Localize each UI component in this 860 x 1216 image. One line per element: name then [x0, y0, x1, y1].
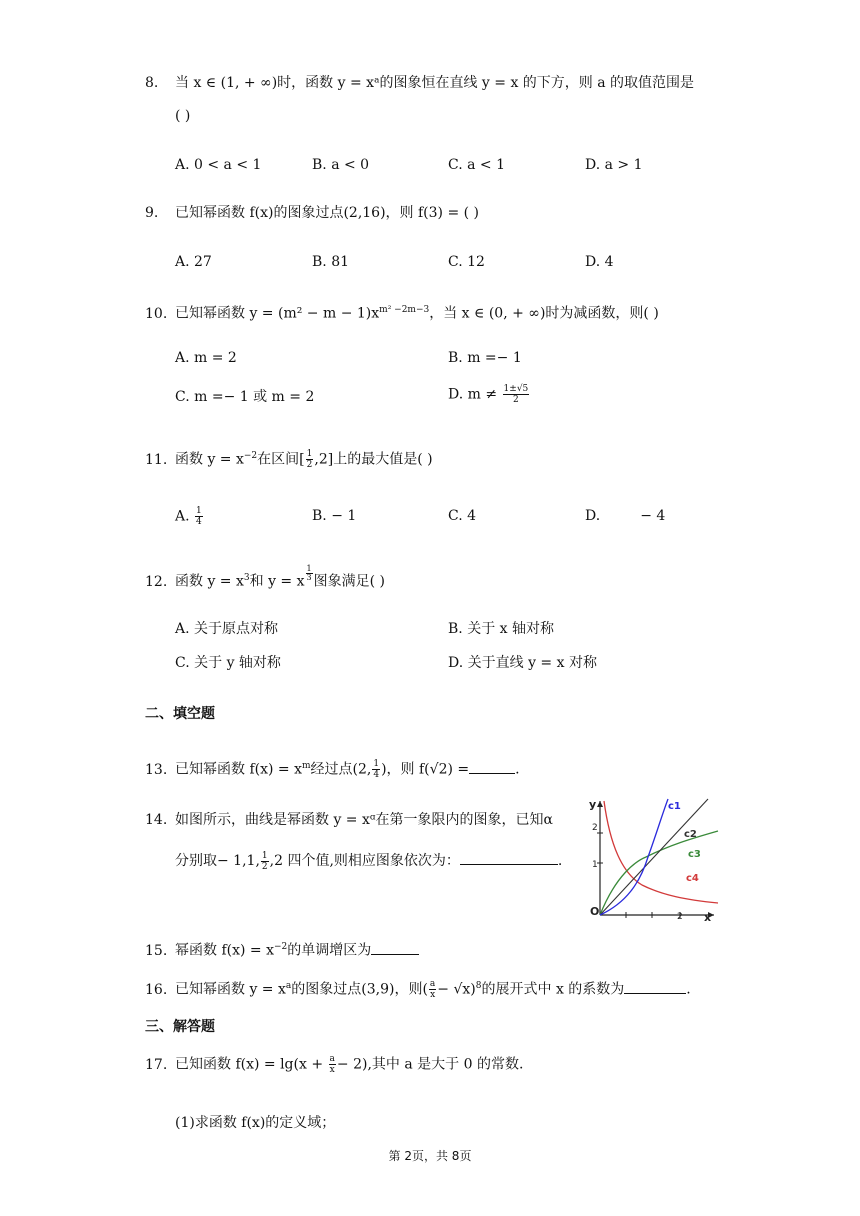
- q11-option-c: C. 4: [448, 508, 477, 524]
- q9-stem-text: 已知幂函数 f(x)的图象过点(2,16)，则 f(3) = ( ): [175, 205, 480, 221]
- curve-label-c2: c2: [684, 829, 697, 840]
- curve-c3: [600, 831, 718, 915]
- y-axis-arrow: [597, 801, 603, 807]
- q14-answer-blank[interactable]: [460, 850, 558, 865]
- q14-stem-line2: [175, 850, 562, 872]
- q17-sub1: (1)求函数 f(x)的定义域；: [175, 1115, 336, 1131]
- q13-stem-c: )，则 f(√2) =: [381, 761, 470, 778]
- q16-exponent-2: 8: [475, 981, 482, 991]
- q11-option-a: [175, 506, 204, 527]
- q9-option-b: B. 81: [312, 254, 350, 270]
- q17-stem-b: − 2),其中 a 是大于 0 的常数.: [336, 1056, 524, 1073]
- q12-exponent-1: 3: [243, 573, 250, 583]
- fraction-numerator: 1: [261, 850, 268, 861]
- q11-option-d: D. − 4: [585, 508, 666, 524]
- q13-exponent: m: [301, 761, 311, 771]
- q13-stem: [145, 756, 520, 780]
- q10-option-c: C. m =− 1 或 m = 2: [175, 389, 315, 405]
- q12-stem: [145, 565, 385, 592]
- q13-stem-a: 已知幂函数 f(x) = x: [175, 761, 302, 778]
- q11-exponent: −2: [243, 451, 258, 461]
- q11-option-a-label: A.: [175, 508, 195, 525]
- q8-option-b: B. a < 0: [312, 157, 370, 173]
- fraction-numerator: 1: [306, 449, 313, 460]
- q10-option-b: B. m =− 1: [448, 350, 522, 366]
- q13-answer-blank[interactable]: [469, 759, 515, 774]
- q15-exponent: −2: [273, 942, 288, 952]
- q15-answer-blank[interactable]: [371, 940, 419, 955]
- q14-stem-line1: [145, 810, 553, 830]
- q8-option-c: C. a < 1: [448, 157, 505, 173]
- curve-c4: [604, 801, 718, 903]
- q11-fraction: [306, 449, 314, 470]
- fraction-numerator: 1: [306, 564, 312, 573]
- q8-stem: [145, 73, 694, 93]
- q10-stem: [145, 300, 659, 324]
- q9-option-a: A. 27: [175, 254, 212, 270]
- q14-line1-text: 如图所示，曲线是幂函数 y = xᵅ在第一象限内的图象，已知α: [175, 812, 553, 828]
- curve-label-c3: c3: [688, 849, 701, 860]
- q16-stem-b: 的图象过点(3,9)，则(: [291, 981, 428, 998]
- figure-x-label: x: [704, 911, 712, 923]
- q16-exponent: a: [285, 981, 292, 991]
- figure-x-tick-2-label: 2: [677, 912, 683, 922]
- q11-stem-c: ,2]上的最大值是( ): [314, 451, 433, 468]
- q11-stem-b: 在区间[: [257, 451, 305, 468]
- q12-option-d: D. 关于直线 y = x 对称: [448, 655, 597, 671]
- figure-y-tick-2-label: 2: [592, 823, 598, 833]
- q12-option-c: C. 关于 y 轴对称: [175, 655, 281, 671]
- q8-option-d: D. a > 1: [585, 157, 643, 173]
- q12-option-b: B. 关于 x 轴对称: [448, 621, 554, 637]
- q12-stem-a: 函数 y = x: [175, 573, 244, 590]
- q15-stem-a: 幂函数 f(x) = x: [175, 942, 274, 959]
- q8-option-a: A. 0 < a < 1: [175, 157, 262, 173]
- q10-option-a: A. m = 2: [175, 350, 237, 366]
- fraction-denominator: 4: [196, 517, 202, 527]
- fraction-denominator: 2: [261, 861, 268, 872]
- q15-number: 15.: [145, 942, 168, 959]
- fraction-denominator: 3: [306, 573, 312, 582]
- q8-stem-line2: ( ): [175, 108, 191, 124]
- q13-number: 13.: [145, 761, 168, 778]
- q12-option-a: A. 关于原点对称: [175, 621, 279, 637]
- q16-stem: [145, 976, 691, 1000]
- q16-stem-a: 已知幂函数 y = x: [175, 981, 286, 998]
- q10-number: 10.: [145, 305, 168, 322]
- q11-option-a-fraction: [195, 506, 203, 527]
- q12-number: 12.: [145, 573, 168, 590]
- q13-stem-b: 经过点(2,: [310, 761, 372, 778]
- q10-stem-b: ，当 x ∈ (0, + ∞)时为减函数，则( ): [429, 305, 659, 322]
- fraction-numerator: 1: [373, 759, 380, 770]
- fraction-denominator: x: [329, 1065, 335, 1075]
- q10-stem-a: 已知幂函数 y = (m² − m − 1)x: [175, 305, 380, 322]
- q13-fraction: [372, 759, 380, 780]
- fraction-numerator: a: [329, 1054, 335, 1064]
- figure-origin-label: O: [590, 905, 600, 918]
- q13-stem-d: .: [515, 761, 520, 778]
- fraction-denominator: x: [430, 990, 436, 1001]
- q14-number: 14.: [145, 812, 168, 828]
- q16-answer-blank[interactable]: [624, 979, 686, 994]
- section-solve-title: 三、解答题: [145, 1019, 215, 1035]
- fraction-denominator: 2: [306, 460, 313, 471]
- fraction-numerator: 1: [196, 506, 202, 516]
- q15-stem: [145, 937, 419, 961]
- curve-c1: [600, 799, 668, 915]
- q8-number: 8.: [145, 75, 159, 91]
- fraction-denominator: 4: [373, 770, 380, 781]
- q17-stem-a: 已知函数 f(x) = lg(x +: [175, 1056, 328, 1073]
- q10-option-d-fraction: [503, 384, 530, 405]
- q14-power-function-figure: [586, 795, 720, 923]
- q16-stem-c: − √x): [437, 981, 476, 998]
- q17-fraction: [329, 1054, 336, 1075]
- q16-stem-e: .: [686, 981, 691, 998]
- q9-option-d: D. 4: [585, 254, 614, 270]
- figure-y-tick-1-label: 1: [592, 860, 598, 870]
- figure-y-label: y: [589, 798, 597, 811]
- section-fill-in-title: 二、填空题: [145, 706, 215, 722]
- q8-stem-line1: 当 x ∈ (1, + ∞)时，函数 y = xᵃ的图象恒在直线 y = x 的下方，则 a 的取值范围是: [175, 75, 695, 91]
- q17-stem: [145, 1054, 523, 1075]
- page-footer: 第 2页，共 8页: [388, 1149, 472, 1163]
- q10-option-d-text: D. m ≠: [448, 386, 502, 403]
- q11-number: 11.: [145, 451, 168, 468]
- q9-stem: [145, 203, 479, 223]
- q9-number: 9.: [145, 205, 159, 221]
- q10-option-d: [448, 384, 530, 405]
- q14-line2-c: .: [557, 853, 563, 869]
- q16-number: 16.: [145, 981, 168, 998]
- q17-number: 17.: [145, 1056, 168, 1073]
- q11-option-b: B. − 1: [312, 508, 357, 524]
- q14-line2-a: 分别取− 1,1,: [175, 853, 260, 869]
- fraction-denominator: 2: [513, 395, 519, 405]
- q11-stem-a: 函数 y = x: [175, 451, 244, 468]
- curve-label-c4: c4: [686, 873, 699, 884]
- q14-line2-b: ,2 四个值,则相应图象依次为：: [269, 853, 460, 869]
- q10-exponent: m² −2m−3: [379, 305, 430, 315]
- q15-stem-b: 的单调增区为: [287, 942, 372, 959]
- q9-option-c: C. 12: [448, 254, 485, 270]
- fraction-numerator: a: [429, 979, 436, 990]
- curve-label-c1: c1: [668, 801, 681, 812]
- q12-exponent-fraction: [306, 565, 313, 582]
- q12-stem-b: 和 y = x: [249, 573, 305, 590]
- q16-fraction: [429, 979, 436, 1000]
- q16-stem-d: 的展开式中 x 的系数为: [481, 981, 625, 998]
- q14-fraction: [261, 851, 269, 872]
- q12-stem-c: 图象满足( ): [313, 573, 385, 590]
- q11-stem: [145, 446, 433, 470]
- fraction-numerator: 1±√5: [503, 384, 529, 394]
